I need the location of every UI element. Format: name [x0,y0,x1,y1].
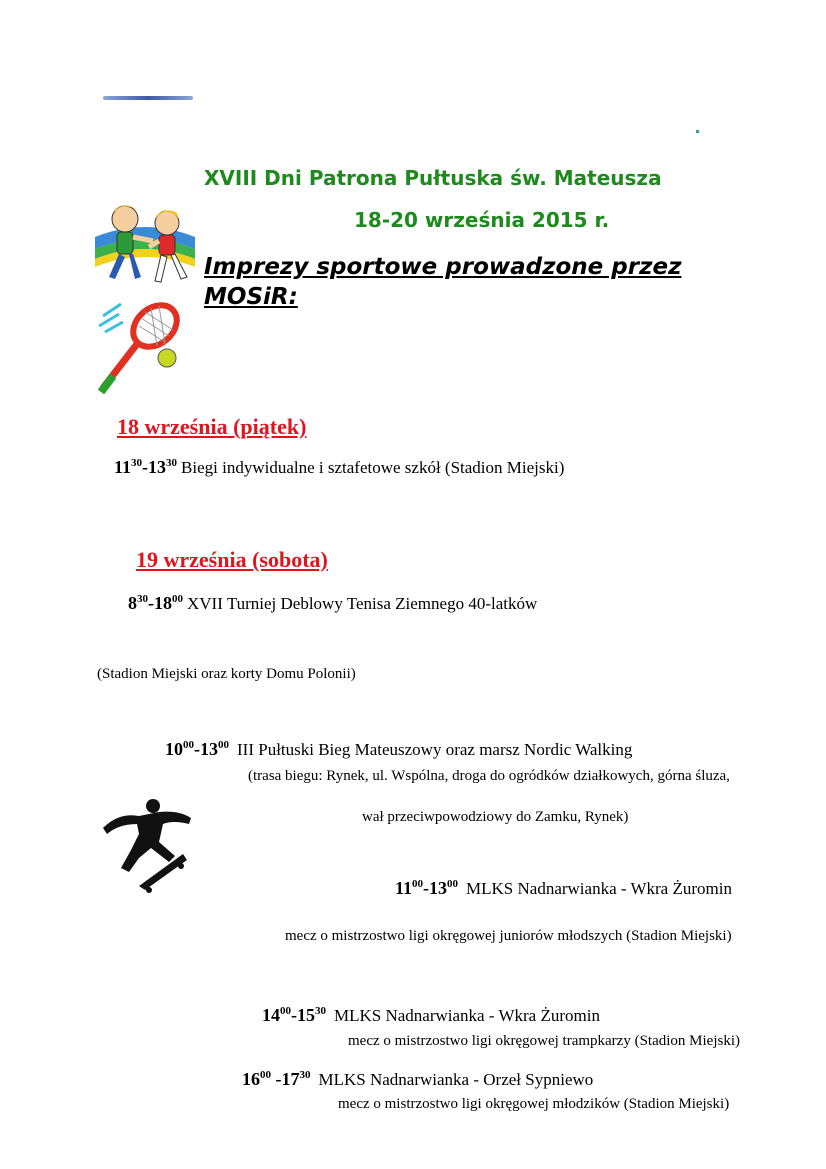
event-time: $16^{00}$ $-17^{30}$ [242,1069,311,1089]
event-dates: 18-20 września 2015 r. [354,208,610,232]
subtitle-line2: MOSiR: [204,284,298,310]
subtitle-line1: Imprezy sportowe prowadzone przez [204,254,682,280]
event-description: III Pułtuski Bieg Mateuszowy oraz marsz Nordic Walking [237,740,633,759]
event-description: MLKS Nadnarwianka - Wkra Żuromin [334,1006,600,1025]
event-note: mecz o mistrzostwo ligi okręgowej juniorów młodszych (Stadion Miejski) [285,928,732,944]
day2-event-4 [262,1005,600,1026]
tennis-racket-icon [95,296,195,396]
event-description: MLKS Nadnarwianka - Orzeł Sypniewo [318,1070,594,1089]
event-description: Biegi indywidualne i sztafetowe szkół (Stadion Miejski) [181,458,565,477]
event-note: mecz o mistrzostwo ligi okręgowej trampkarzy (Stadion Miejski) [348,1033,740,1049]
event-time: $11^{00}-13^{00}$ [395,878,459,898]
day2-heading: 19 września (sobota) [136,547,328,572]
day2-event-5 [242,1069,593,1090]
decorative-dot [696,130,699,133]
day2-event-3 [395,878,732,899]
event-description: MLKS Nadnarwianka - Wkra Żuromin [466,879,732,898]
event-note: wał przeciwpowodziowy do Zamku, Rynek) [362,809,629,825]
day2-event-2 [165,739,632,760]
event-note: (trasa biegu: Rynek, ul. Wspólna, droga do ogródków działkowych, górna śluza, [248,768,730,784]
event-time: $10^{00}-13^{00}$ [165,739,229,759]
day1-event-1 [114,457,564,478]
skateboarder-icon [99,798,195,894]
running-kids-icon [95,197,195,292]
day2-event-1 [128,593,537,614]
event-note: mecz o mistrzostwo ligi okręgowej młodzików (Stadion Miejski) [338,1096,730,1112]
event-time: $14^{00}-15^{30}$ [262,1005,326,1025]
event-description: XVII Turniej Deblowy Tenisa Ziemnego 40-latków [187,594,538,613]
decorative-mark [103,96,193,100]
event-note: (Stadion Miejski oraz korty Domu Polonii) [97,666,356,682]
day1-heading: 18 września (piątek) [117,414,307,439]
event-title: XVIII Dni Patrona Pułtuska św. Mateusza [204,166,662,190]
event-time: $11^{30}-13^{30}$ [114,457,178,477]
event-time: $8^{30}-18^{00}$ [128,593,183,613]
